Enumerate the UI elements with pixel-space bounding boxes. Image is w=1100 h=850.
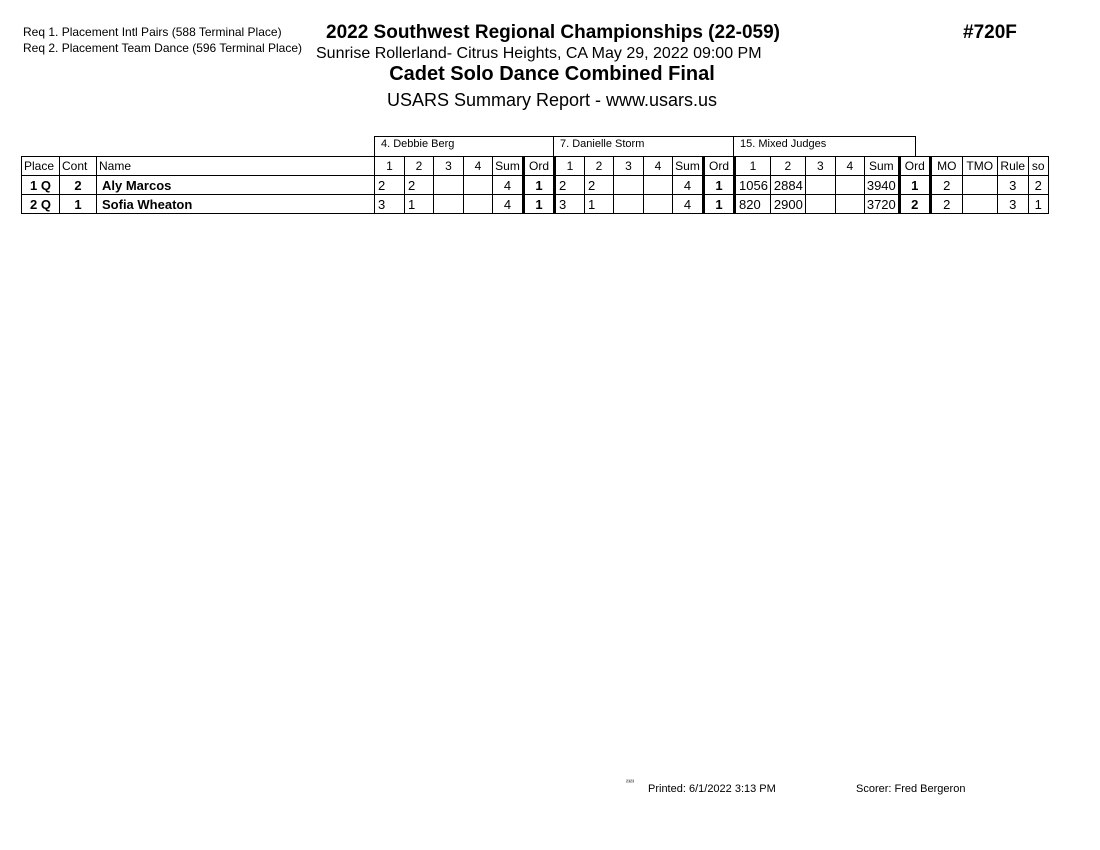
- report-name: USARS Summary Report - www.usars.us: [386, 90, 718, 110]
- score-cell: [644, 195, 673, 214]
- col-name: Name: [97, 157, 375, 176]
- col-j3-1: 1: [735, 157, 771, 176]
- score-cell: [805, 176, 835, 195]
- score-cell: 820: [735, 195, 771, 214]
- sum-cell: 3940: [864, 176, 899, 195]
- col-j2-1: 1: [555, 157, 585, 176]
- so-cell: 1: [1028, 195, 1048, 214]
- venue-date-line: Sunrise Rollerland- Citrus Heights, CA May 29, 2022 09:00 PM: [316, 45, 762, 62]
- cont-cell: 2: [60, 176, 97, 195]
- col-so: so: [1028, 157, 1048, 176]
- event-name: Cadet Solo Dance Combined Final: [389, 63, 715, 85]
- score-cell: 1: [405, 195, 434, 214]
- score-cell: 2: [555, 176, 585, 195]
- sum-cell: 4: [493, 195, 524, 214]
- score-cell: [464, 176, 493, 195]
- col-place: Place: [22, 157, 60, 176]
- col-j2-sum: Sum: [673, 157, 704, 176]
- requirement-line-2: Req 2. Placement Team Dance (596 Terminal Place): [23, 41, 303, 55]
- rule-cell: 3: [997, 195, 1028, 214]
- score-cell: [835, 176, 864, 195]
- competition-title: 2022 Southwest Regional Championships (22-059): [326, 22, 780, 43]
- score-cell: [805, 195, 835, 214]
- score-cell: [434, 176, 464, 195]
- table-row: [22, 195, 1049, 214]
- mo-cell: 2: [930, 176, 962, 195]
- skater-name: Aly Marcos: [97, 176, 375, 195]
- col-j2-ord: Ord: [704, 157, 735, 176]
- ord-cell: 1: [704, 195, 735, 214]
- col-tmo: TMO: [962, 157, 997, 176]
- col-j3-sum: Sum: [864, 157, 899, 176]
- col-j1-sum: Sum: [493, 157, 524, 176]
- score-cell: [835, 195, 864, 214]
- event-number: #720F: [963, 22, 1017, 43]
- score-cell: [434, 195, 464, 214]
- col-j2-2: 2: [585, 157, 614, 176]
- score-cell: 1056: [735, 176, 771, 195]
- col-j1-1: 1: [375, 157, 405, 176]
- table-row: [22, 176, 1049, 195]
- print-mark: ²³²³: [626, 780, 634, 786]
- col-j1-ord: Ord: [524, 157, 555, 176]
- cont-cell: 1: [60, 195, 97, 214]
- judge-header-2: 7. Danielle Storm: [553, 136, 734, 156]
- col-cont: Cont: [60, 157, 97, 176]
- sum-cell: 3720: [864, 195, 899, 214]
- score-cell: 3: [555, 195, 585, 214]
- col-j1-4: 4: [464, 157, 493, 176]
- col-j1-2: 2: [405, 157, 434, 176]
- score-cell: 2: [405, 176, 434, 195]
- score-cell: 1: [585, 195, 614, 214]
- ord-cell: 1: [899, 176, 930, 195]
- table-header-row: [22, 157, 1049, 176]
- col-j1-3: 3: [434, 157, 464, 176]
- judge-header-3: 15. Mixed Judges: [733, 136, 916, 156]
- score-cell: [614, 176, 644, 195]
- mo-cell: 2: [930, 195, 962, 214]
- sum-cell: 4: [673, 195, 704, 214]
- requirement-line-1: Req 1. Placement Intl Pairs (588 Terminal Place): [23, 25, 282, 39]
- sum-cell: 4: [493, 176, 524, 195]
- ord-cell: 1: [704, 176, 735, 195]
- score-cell: 2900: [770, 195, 805, 214]
- col-rule: Rule: [997, 157, 1028, 176]
- score-cell: 2884: [770, 176, 805, 195]
- score-cell: 2: [585, 176, 614, 195]
- tmo-cell: [962, 195, 997, 214]
- col-j3-2: 2: [770, 157, 805, 176]
- score-cell: [644, 176, 673, 195]
- col-j3-3: 3: [805, 157, 835, 176]
- printed-timestamp: Printed: 6/1/2022 3:13 PM: [648, 783, 776, 795]
- so-cell: 2: [1028, 176, 1048, 195]
- scorer-name: Scorer: Fred Bergeron: [856, 783, 966, 795]
- col-j3-4: 4: [835, 157, 864, 176]
- tmo-cell: [962, 176, 997, 195]
- col-j3-ord: Ord: [899, 157, 930, 176]
- results-table: [21, 156, 1049, 214]
- col-j2-4: 4: [644, 157, 673, 176]
- place-cell: 1 Q: [22, 176, 60, 195]
- rule-cell: 3: [997, 176, 1028, 195]
- col-j2-3: 3: [614, 157, 644, 176]
- score-cell: [614, 195, 644, 214]
- score-cell: 2: [375, 176, 405, 195]
- score-cell: 3: [375, 195, 405, 214]
- ord-cell: 1: [524, 176, 555, 195]
- score-cell: [464, 195, 493, 214]
- place-cell: 2 Q: [22, 195, 60, 214]
- ord-cell: 2: [899, 195, 930, 214]
- sum-cell: 4: [673, 176, 704, 195]
- judge-header-1: 4. Debbie Berg: [374, 136, 554, 156]
- skater-name: Sofia Wheaton: [97, 195, 375, 214]
- col-mo: MO: [930, 157, 962, 176]
- ord-cell: 1: [524, 195, 555, 214]
